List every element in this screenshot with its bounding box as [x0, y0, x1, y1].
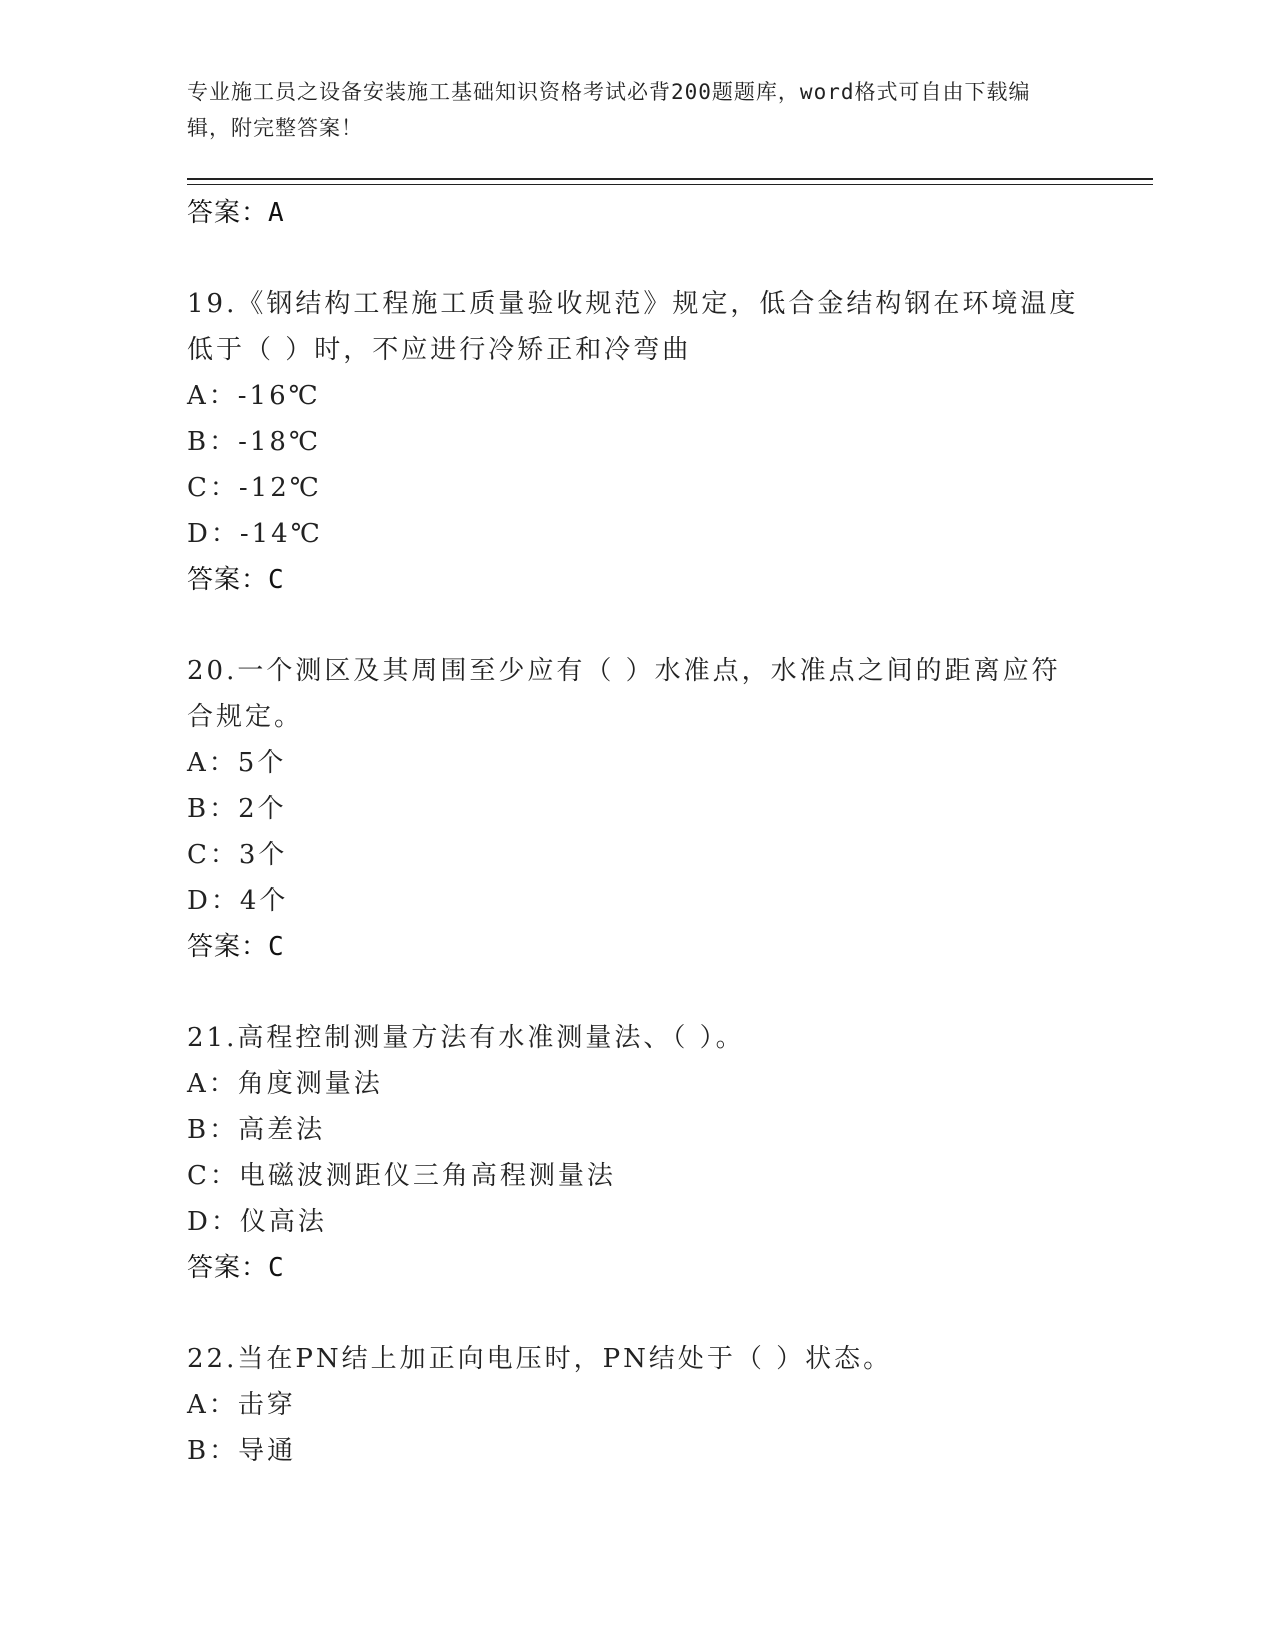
option-c: C：电磁波测距仪三角高程测量法	[187, 1161, 616, 1191]
option-d: D：4个	[187, 886, 289, 916]
option-b: B：导通	[187, 1436, 297, 1466]
question-text: 20.一个测区及其周围至少应有（ ）水准点，水准点之间的距离应符合规定。	[187, 656, 1061, 732]
question-text: 19.《钢结构工程施工质量验收规范》规定，低合金结构钢在环境温度低于（ ）时，不应进行冷矫正和冷弯曲	[187, 289, 1079, 365]
document-header: 专业施工员之设备安装施工基础知识资格考试必背200题题库，word格式可自由下载编辑，附完整答案！	[187, 80, 1031, 140]
question-block	[187, 1336, 1087, 1474]
question-block	[187, 281, 1087, 603]
option-d: D：-14℃	[187, 519, 323, 549]
answer-line: 答案：C	[187, 1253, 285, 1283]
question-text: 22.当在PN结上加正向电压时，PN结处于（ ）状态。	[187, 1344, 893, 1374]
option-a: A：击穿	[187, 1390, 296, 1420]
answer-line: 答案：A	[187, 198, 285, 228]
option-b: B：高差法	[187, 1115, 326, 1145]
question-block	[187, 1015, 1087, 1291]
question-block	[187, 648, 1087, 970]
question-list	[187, 190, 1087, 1474]
option-c: C：-12℃	[187, 473, 322, 503]
option-d: D：仪高法	[187, 1207, 327, 1237]
answer-line: 答案：C	[187, 565, 285, 595]
question-text: 21.高程控制测量方法有水准测量法、（ ）。	[187, 1023, 745, 1053]
option-c: C：3个	[187, 840, 288, 870]
option-a: A：5个	[187, 748, 287, 778]
option-a: A：角度测量法	[187, 1069, 383, 1099]
header-rule-thin	[187, 184, 1153, 185]
option-a: A：-16℃	[187, 381, 321, 411]
answer-line: 答案：C	[187, 932, 285, 962]
option-b: B：2个	[187, 794, 287, 824]
option-b: B：-18℃	[187, 427, 322, 457]
header-rule-thick	[187, 178, 1153, 180]
